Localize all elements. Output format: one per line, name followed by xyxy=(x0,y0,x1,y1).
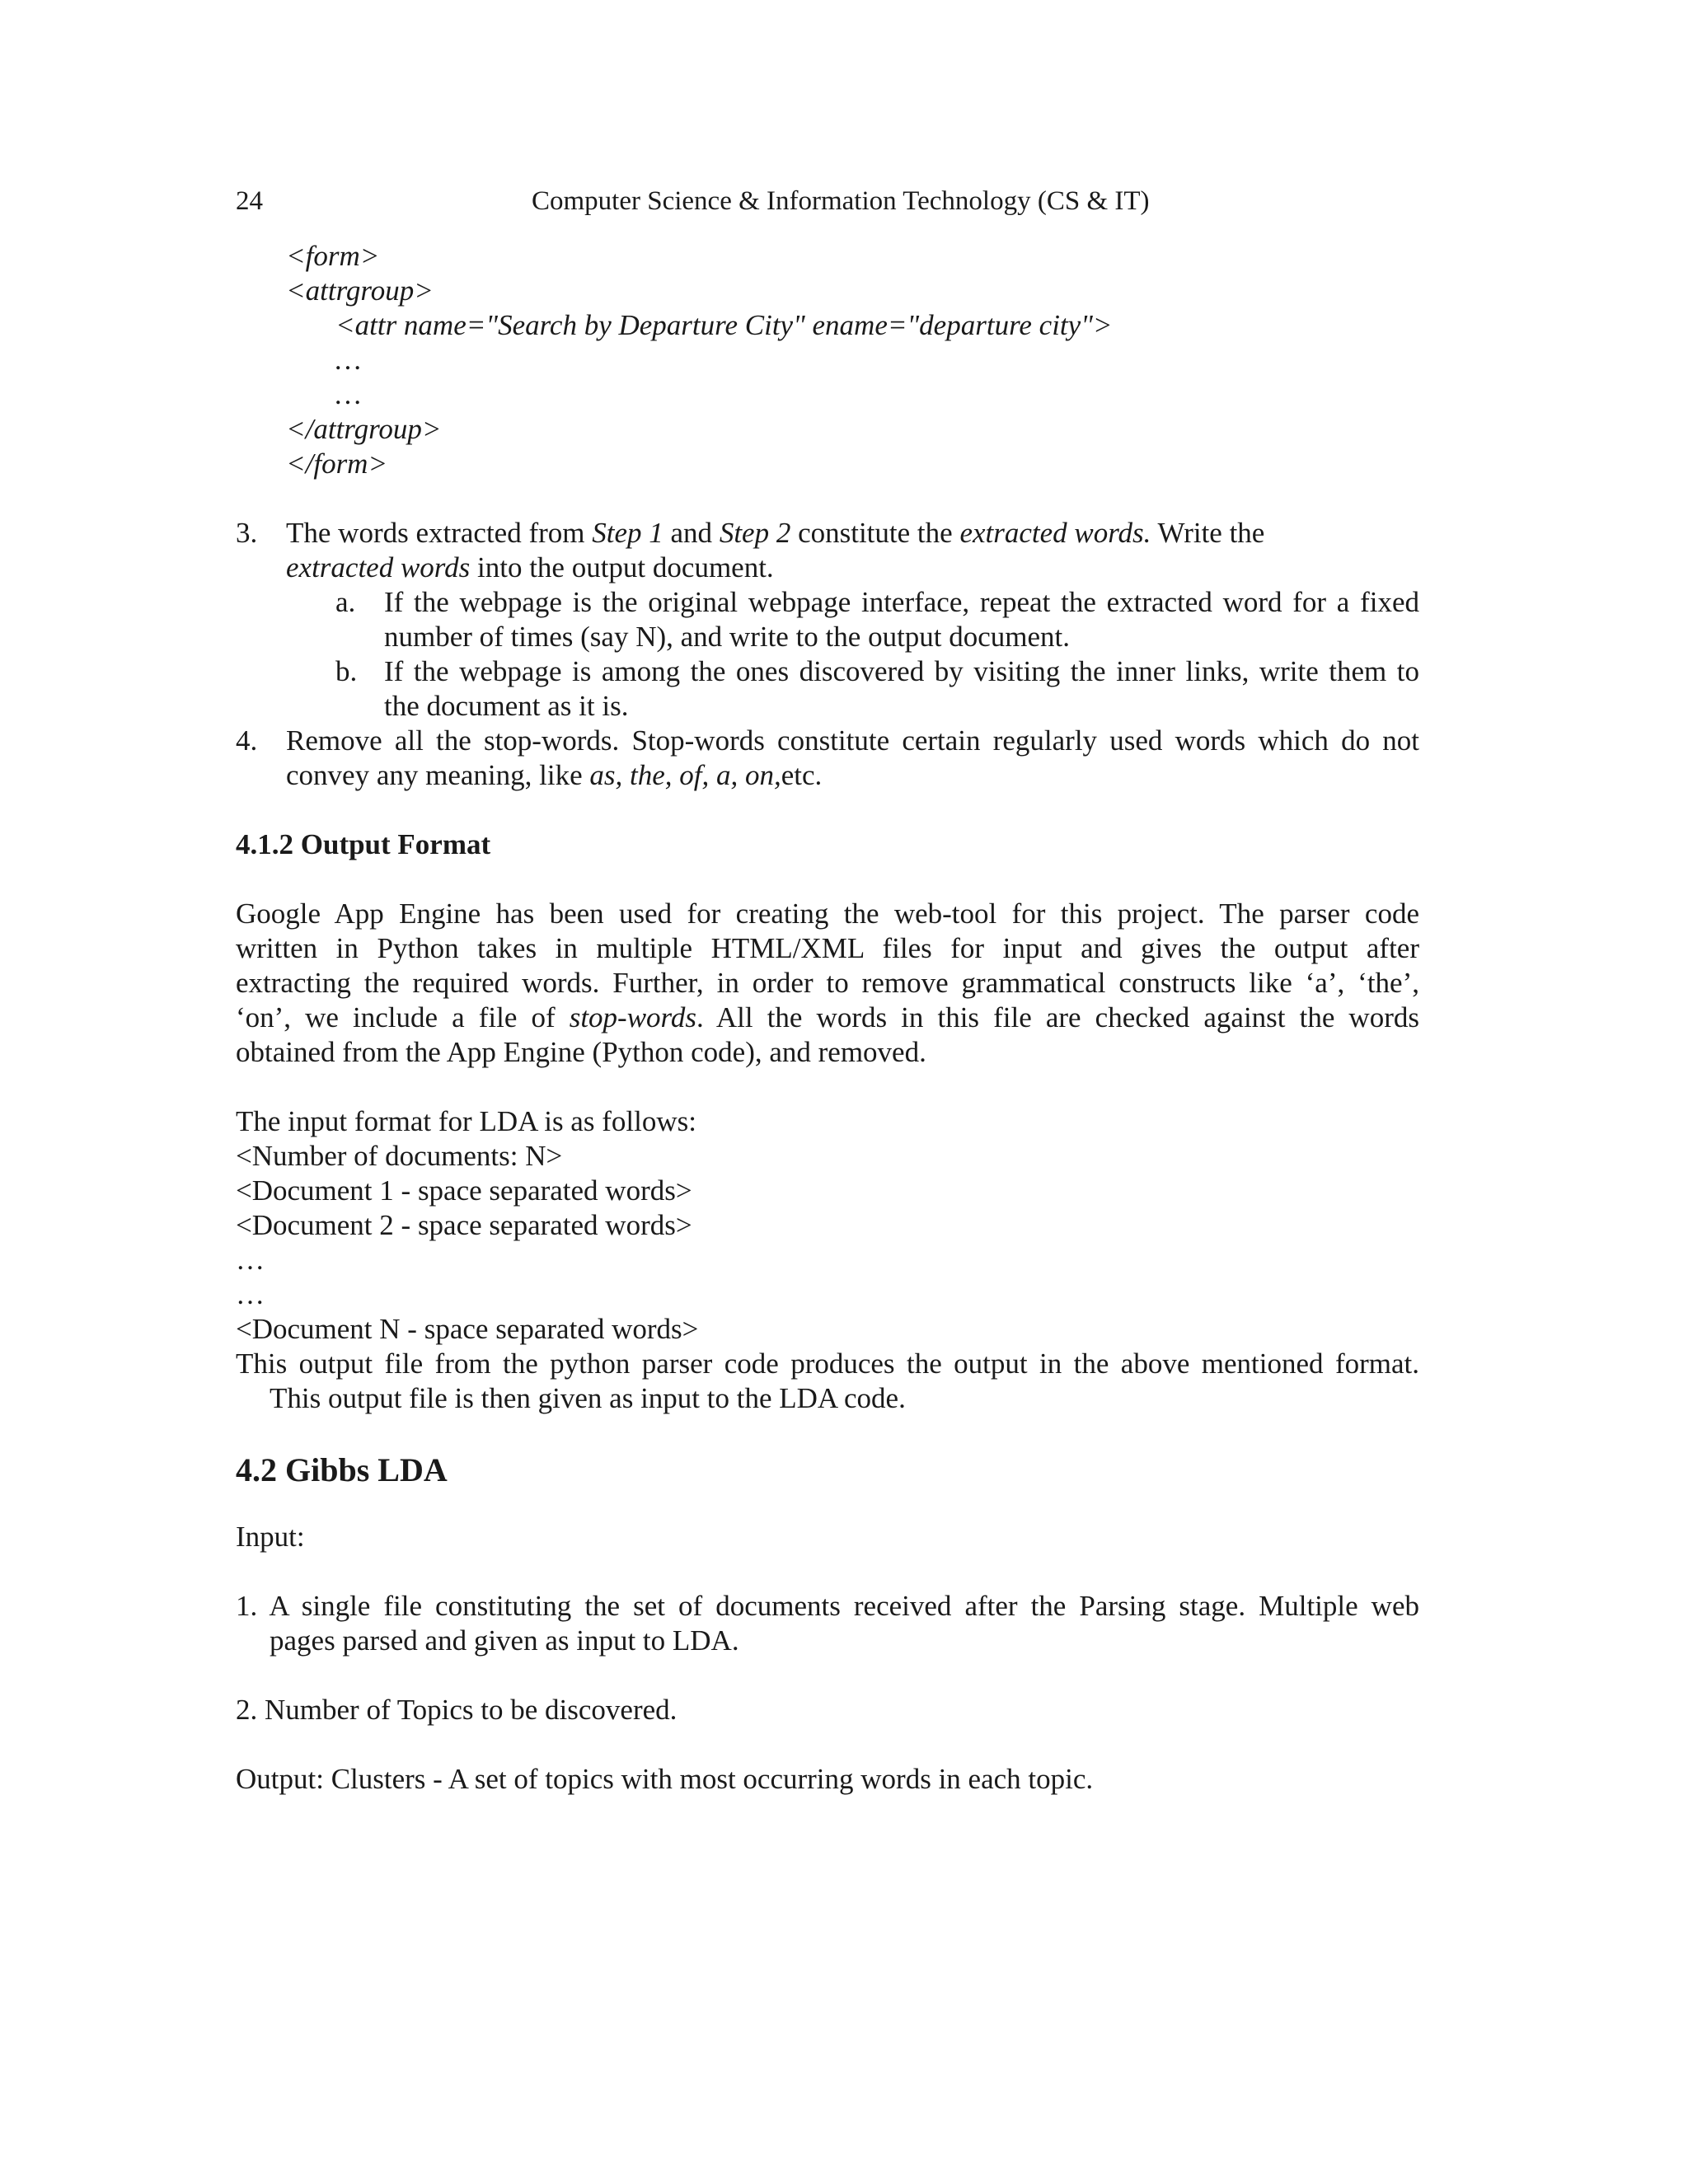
paragraph-line: written in Python takes in multiple HTML/XML files for input and gives the output after xyxy=(236,932,1419,964)
list-item-text: 2. Number of Topics to be discovered. xyxy=(236,1694,678,1726)
list-item-text: Remove all the stop-words. Stop-words constitute certain regularly used words which do not xyxy=(286,724,1419,757)
paragraph-line: extracting the required words. Further, in order to remove grammatical constructs like ‘a’, ‘the’, xyxy=(236,967,1419,999)
output-line: Output: Clusters - A set of topics with most occurring words in each topic. xyxy=(236,1763,1094,1795)
list-item-text: the document as it is. xyxy=(384,690,629,722)
format-line: … xyxy=(236,1278,265,1310)
list-item-text: extracted words into the output document. xyxy=(286,551,774,583)
code-line: <attrgroup> xyxy=(286,274,434,307)
code-line: <form> xyxy=(286,240,380,272)
list-marker: 4. xyxy=(236,724,258,757)
list-item-text: If the webpage is the original webpage interface, repeat the extracted word for a fixed xyxy=(384,586,1419,618)
paragraph-line: This output file from the python parser code produces the output in the above mentioned format. xyxy=(236,1347,1419,1380)
format-line: <Document 1 - space separated words> xyxy=(236,1174,692,1207)
list-marker: a. xyxy=(335,586,356,618)
paragraph-line: Google App Engine has been used for creating the web-tool for this project. The parser code xyxy=(236,898,1419,930)
list-item-text: 1. A single file constituting the set of documents received after the Parsing stage. Multiple web xyxy=(236,1590,1419,1622)
code-line: … xyxy=(335,378,362,410)
format-line: … xyxy=(236,1244,265,1276)
format-line: The input format for LDA is as follows: xyxy=(236,1105,696,1137)
running-title: Computer Science & Information Technology (CS & IT) xyxy=(532,186,1150,216)
section-heading: 4.1.2 Output Format xyxy=(236,828,491,860)
format-line: <Document N - space separated words> xyxy=(236,1313,699,1345)
paragraph-line: obtained from the App Engine (Python code), and removed. xyxy=(236,1036,926,1068)
input-label: Input: xyxy=(236,1521,305,1553)
section-heading: 4.2 Gibbs LDA xyxy=(236,1451,448,1488)
code-line: <attr name="Search by Departure City" ename="departure city"> xyxy=(335,309,1113,341)
list-marker: b. xyxy=(335,655,358,687)
list-item-text: convey any meaning, like as, the, of, a, on,etc. xyxy=(286,759,823,791)
paragraph-line: ‘on’, we include a file of stop-words. All the words in this file are checked against the words xyxy=(236,1001,1419,1033)
list-item-text: If the webpage is among the ones discovered by visiting the inner links, write them to xyxy=(384,655,1419,687)
format-line: <Number of documents: N> xyxy=(236,1140,563,1172)
list-item-text: The words extracted from Step 1 and Step 2 constitute the extracted words. Write the xyxy=(286,517,1265,549)
code-line: </form> xyxy=(286,448,388,480)
paragraph-line: This output file is then given as input to the LDA code. xyxy=(270,1382,906,1414)
format-line: <Document 2 - space separated words> xyxy=(236,1209,692,1241)
code-line: </attrgroup> xyxy=(286,413,442,445)
list-item-text: number of times (say N), and write to the output document. xyxy=(384,621,1071,653)
page-number: 24 xyxy=(236,186,263,216)
list-item-text: pages parsed and given as input to LDA. xyxy=(270,1624,739,1657)
code-line: … xyxy=(335,344,362,376)
list-marker: 3. xyxy=(236,517,258,549)
